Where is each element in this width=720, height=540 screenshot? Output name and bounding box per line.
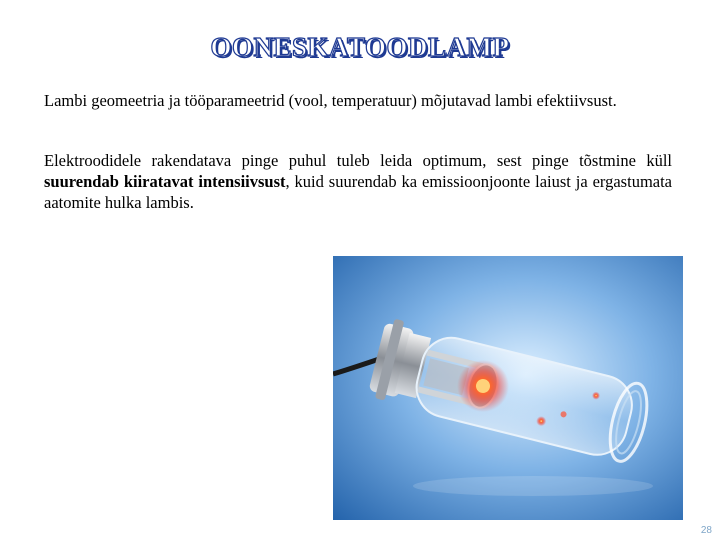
page-number: 28 — [700, 525, 712, 536]
hollow-cathode-lamp-photo — [333, 256, 683, 520]
paragraph-efficiency: Lambi geomeetria ja tööparameetrid (vool, temperatuur) mõjutavad lambi efektiivsust. — [44, 91, 617, 110]
paragraph-text: Elektroodidele rakendatava pinge puhul tuleb leida optimum, sest pinge tõstmine küll — [44, 151, 672, 170]
slide-title: OONESKATOODLAMP — [210, 32, 510, 62]
paragraph-text-end: , kuid suurendab ka emissioonjoonte laiust ja ergastumata aatomite hulka lambis. — [44, 172, 673, 212]
paragraph-voltage-optimum — [44, 150, 672, 213]
paragraph-emphasis: suurendab kiiratavat intensiivsust — [44, 172, 286, 191]
